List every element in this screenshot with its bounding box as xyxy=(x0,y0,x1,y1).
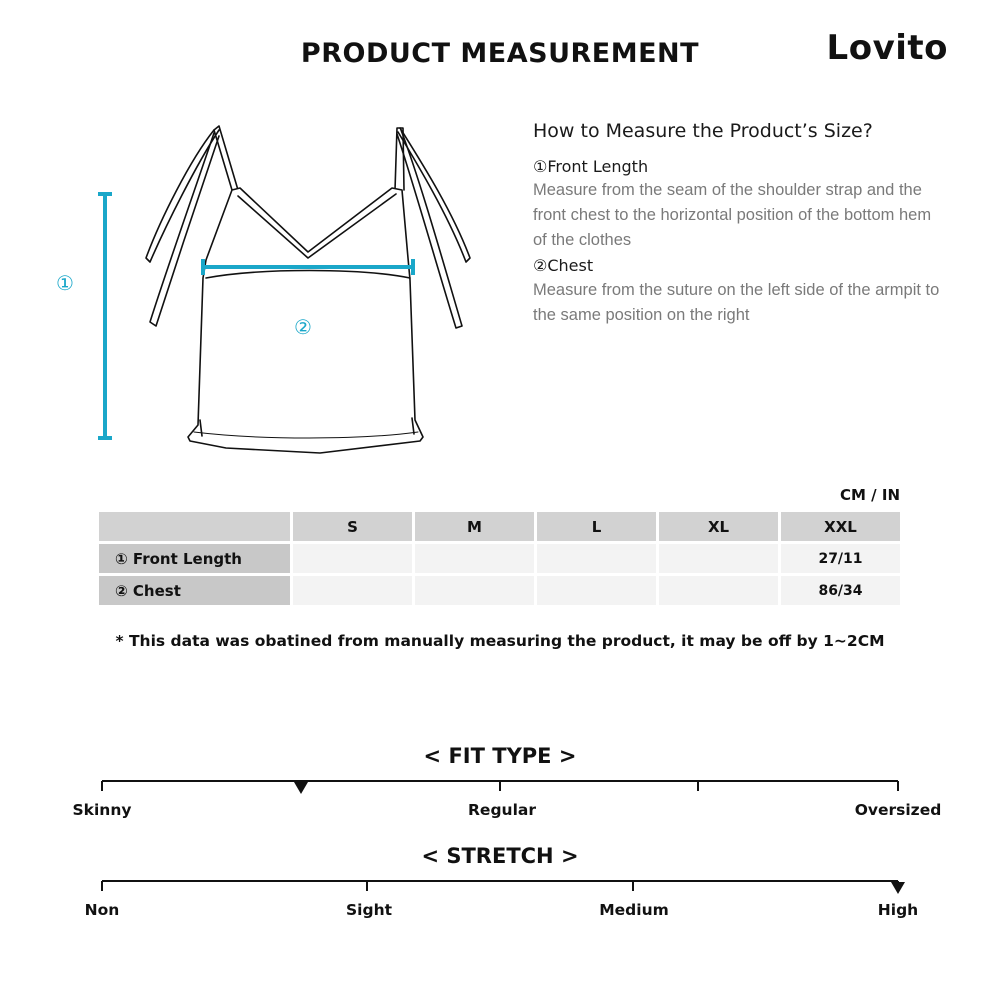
page-title: PRODUCT MEASUREMENT xyxy=(300,38,700,69)
size-table xyxy=(96,509,903,608)
table-cell: 27/11 xyxy=(781,544,900,573)
stretch-scale xyxy=(0,870,1000,900)
unit-label: CM / IN xyxy=(840,486,900,504)
size-column-header: XXL xyxy=(781,512,900,541)
table-cell xyxy=(659,576,778,605)
size-column-header: XL xyxy=(659,512,778,541)
front-length-title: ①Front Length xyxy=(533,157,649,176)
right-tie-outer xyxy=(398,128,470,262)
table-cell xyxy=(415,544,534,573)
fit-label-skinny: Skinny xyxy=(72,801,132,819)
fit-label-regular: Regular xyxy=(468,801,536,819)
front-length-description: Measure from the seam of the shoulder strap and the front chest to the horizontal position of the bottom hem of the clothes xyxy=(533,181,932,249)
stretch-label-sight: Sight xyxy=(345,901,393,919)
measure-heading: How to Measure the Product’s Size? xyxy=(533,120,873,142)
fit-label-oversized: Oversized xyxy=(854,801,942,819)
measurement-note: * This data was obatined from manually measuring the product, it may be off by 1~2CM xyxy=(115,632,885,650)
table-cell xyxy=(415,576,534,605)
garment-diagram xyxy=(40,110,500,460)
chest-description: Measure from the suture on the left side of the armpit to the same position on the right xyxy=(533,281,940,324)
fit-type-scale xyxy=(0,770,1000,800)
left-strap xyxy=(214,126,238,190)
stretch-title: < STRETCH > xyxy=(421,844,579,868)
table-cell xyxy=(659,544,778,573)
length-marker: ① xyxy=(56,271,74,295)
table-cell xyxy=(537,576,656,605)
fit-indicator xyxy=(294,782,308,794)
size-column-header: M xyxy=(415,512,534,541)
fit-type-title: < FIT TYPE > xyxy=(423,744,577,768)
table-cell xyxy=(293,544,412,573)
right-strap xyxy=(395,128,404,190)
table-cell xyxy=(293,576,412,605)
table-cell: 86/34 xyxy=(781,576,900,605)
chest-marker: ② xyxy=(294,315,312,339)
stretch-indicator xyxy=(891,882,905,894)
row-label: ② Chest xyxy=(99,576,290,605)
table-cell xyxy=(537,544,656,573)
header-corner xyxy=(99,512,290,541)
chest-title: ②Chest xyxy=(533,256,594,275)
brand-logo: Lovito xyxy=(826,28,948,68)
row-label: ① Front Length xyxy=(99,544,290,573)
size-column-header: S xyxy=(293,512,412,541)
size-column-header: L xyxy=(537,512,656,541)
table-row xyxy=(99,576,900,605)
size-table-header xyxy=(99,512,900,541)
stretch-label-non: Non xyxy=(84,901,120,919)
stretch-label-medium: Medium xyxy=(599,901,669,919)
stretch-label-high: High xyxy=(877,901,919,919)
table-row xyxy=(99,544,900,573)
